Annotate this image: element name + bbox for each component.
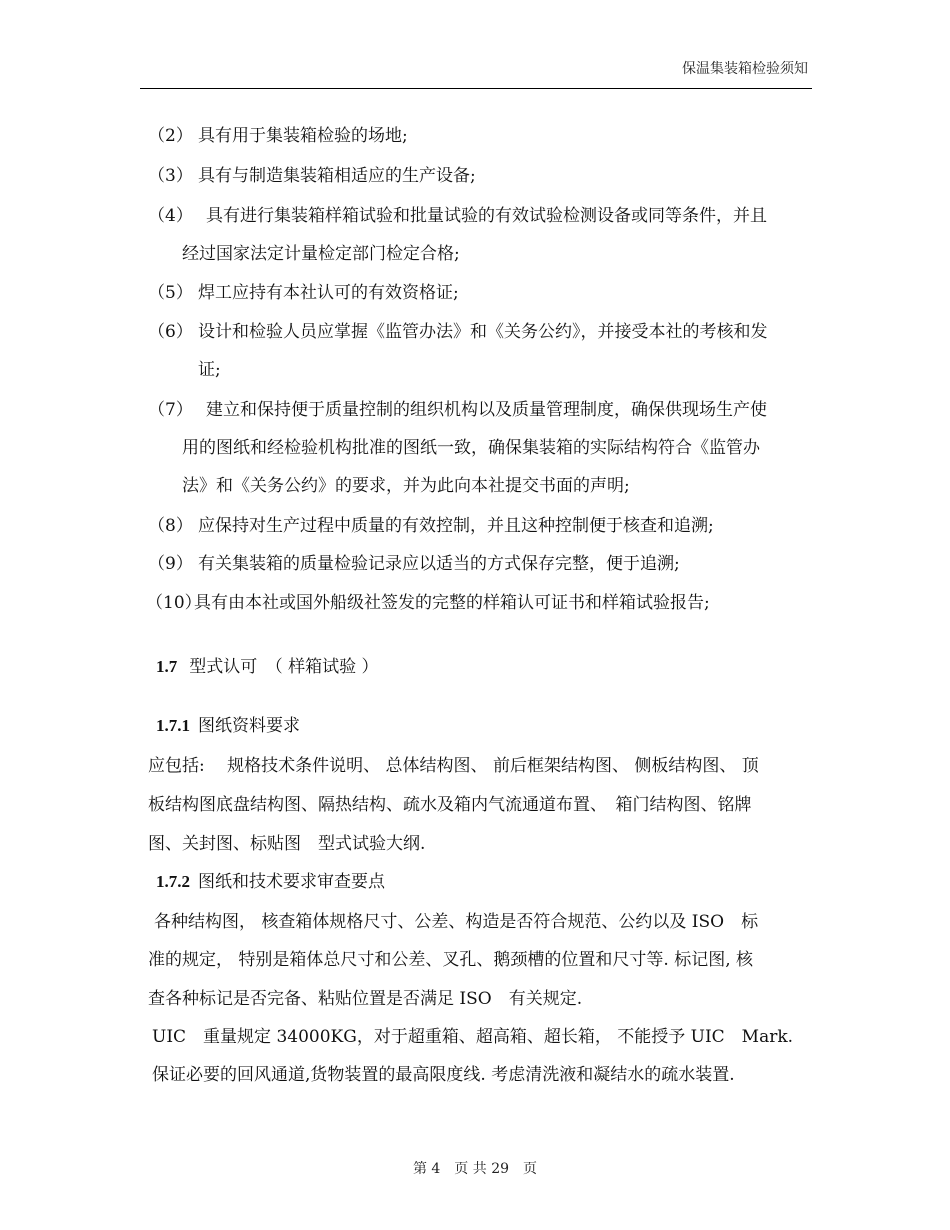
- list-item-number: （7）: [148, 400, 193, 420]
- list-item-number: （6）: [148, 322, 193, 342]
- subsection-heading: [156, 714, 300, 738]
- list-item-text: 建立和保持便于质量控制的组织机构以及质量管理制度，确保供现场生产使: [206, 400, 767, 420]
- subsection-number: 1.7.2: [156, 872, 190, 891]
- list-item-number: （5）: [148, 283, 193, 303]
- paragraph-line: 板结构图底盘结构图、隔热结构、疏水及箱内气流通道布置、 箱门结构图、铭牌: [148, 795, 752, 815]
- list-item: [148, 281, 459, 305]
- paragraph-line: UIC 重量规定 34000KG，对于超重箱、超高箱、超长箱， 不能授予 UIC Mark.: [152, 1027, 794, 1047]
- section-title: 型式认可 （ 样箱试验 ）: [189, 657, 379, 677]
- list-item-number: （2）: [148, 126, 193, 146]
- list-item-continuation: 用的图纸和经检验机构批准的图纸一致，确保集装箱的实际结构符合《监管办: [182, 438, 760, 458]
- list-item: [148, 320, 768, 344]
- list-item: [148, 124, 408, 148]
- list-item-text: 有关集装箱的质量检验记录应以适当的方式保存完整，便于追溯;: [198, 554, 680, 574]
- list-item: [148, 514, 714, 538]
- paragraph-line: 保证必要的回风通道,货物装置的最高限度线. 考虑清洗液和凝结水的疏水装置.: [152, 1065, 735, 1085]
- subsection-heading: [156, 870, 385, 894]
- list-item: [148, 398, 767, 422]
- subsection-number: 1.7.1: [156, 716, 190, 735]
- list-item-number: （4）: [148, 206, 193, 226]
- paragraph-line: 查各种标记是否完备、粘贴位置是否满足 ISO 有关规定.: [148, 989, 583, 1009]
- list-item-number: （8）: [148, 516, 193, 536]
- list-item-text: 焊工应持有本社认可的有效资格证;: [198, 283, 459, 303]
- header-divider: [140, 88, 812, 89]
- list-item-text: 设计和检验人员应掌握《监管办法》和《关务公约》，并接受本社的考核和发: [198, 322, 768, 342]
- paragraph-line: 应包括: 规格技术条件说明、 总体结构图、 前后框架结构图、 侧板结构图、 顶: [148, 756, 759, 776]
- list-item-text: 具有由本社或国外船级社签发的完整的样箱认可证书和样箱试验报告;: [194, 593, 710, 613]
- list-item-number: （3）: [148, 166, 193, 186]
- list-item-continuation: 证;: [198, 360, 221, 380]
- section-number: 1.7: [156, 657, 178, 676]
- paragraph-line: 各种结构图， 核查箱体规格尺寸、公差、构造是否符合规范、公约以及 ISO 标: [154, 912, 759, 932]
- list-item-text: 具有进行集装箱样箱试验和批量试验的有效试验检测设备或同等条件，并且: [206, 206, 767, 226]
- list-item: [148, 204, 767, 228]
- subsection-title: 图纸资料要求: [198, 716, 300, 736]
- page-header: 保温集装箱检验须知: [682, 61, 808, 77]
- list-item: [146, 591, 710, 615]
- paragraph-line: 准的规定， 特别是箱体总尺寸和公差、叉孔、鹅颈槽的位置和尺寸等. 标记图, 核: [148, 950, 754, 970]
- subsection-title: 图纸和技术要求审查要点: [198, 872, 385, 892]
- list-item-continuation: 经过国家法定计量检定部门检定合格;: [182, 244, 460, 264]
- list-item-number: （10）: [146, 593, 202, 613]
- list-item-text: 具有与制造集装箱相适应的生产设备;: [198, 166, 476, 186]
- page-number: 第 4 页 共 29 页: [412, 1161, 538, 1177]
- section-heading: [156, 655, 379, 679]
- list-item-text: 应保持对生产过程中质量的有效控制，并且这种控制便于核查和追溯;: [198, 516, 714, 536]
- list-item: [148, 164, 476, 188]
- paragraph-line: 图、关封图、标贴图 型式试验大纲.: [148, 834, 426, 854]
- list-item-number: （9）: [148, 554, 193, 574]
- list-item: [148, 552, 680, 576]
- list-item-text: 具有用于集装箱检验的场地;: [198, 126, 408, 146]
- list-item-continuation: 法》和《关务公约》的要求，并为此向本社提交书面的声明;: [182, 476, 630, 496]
